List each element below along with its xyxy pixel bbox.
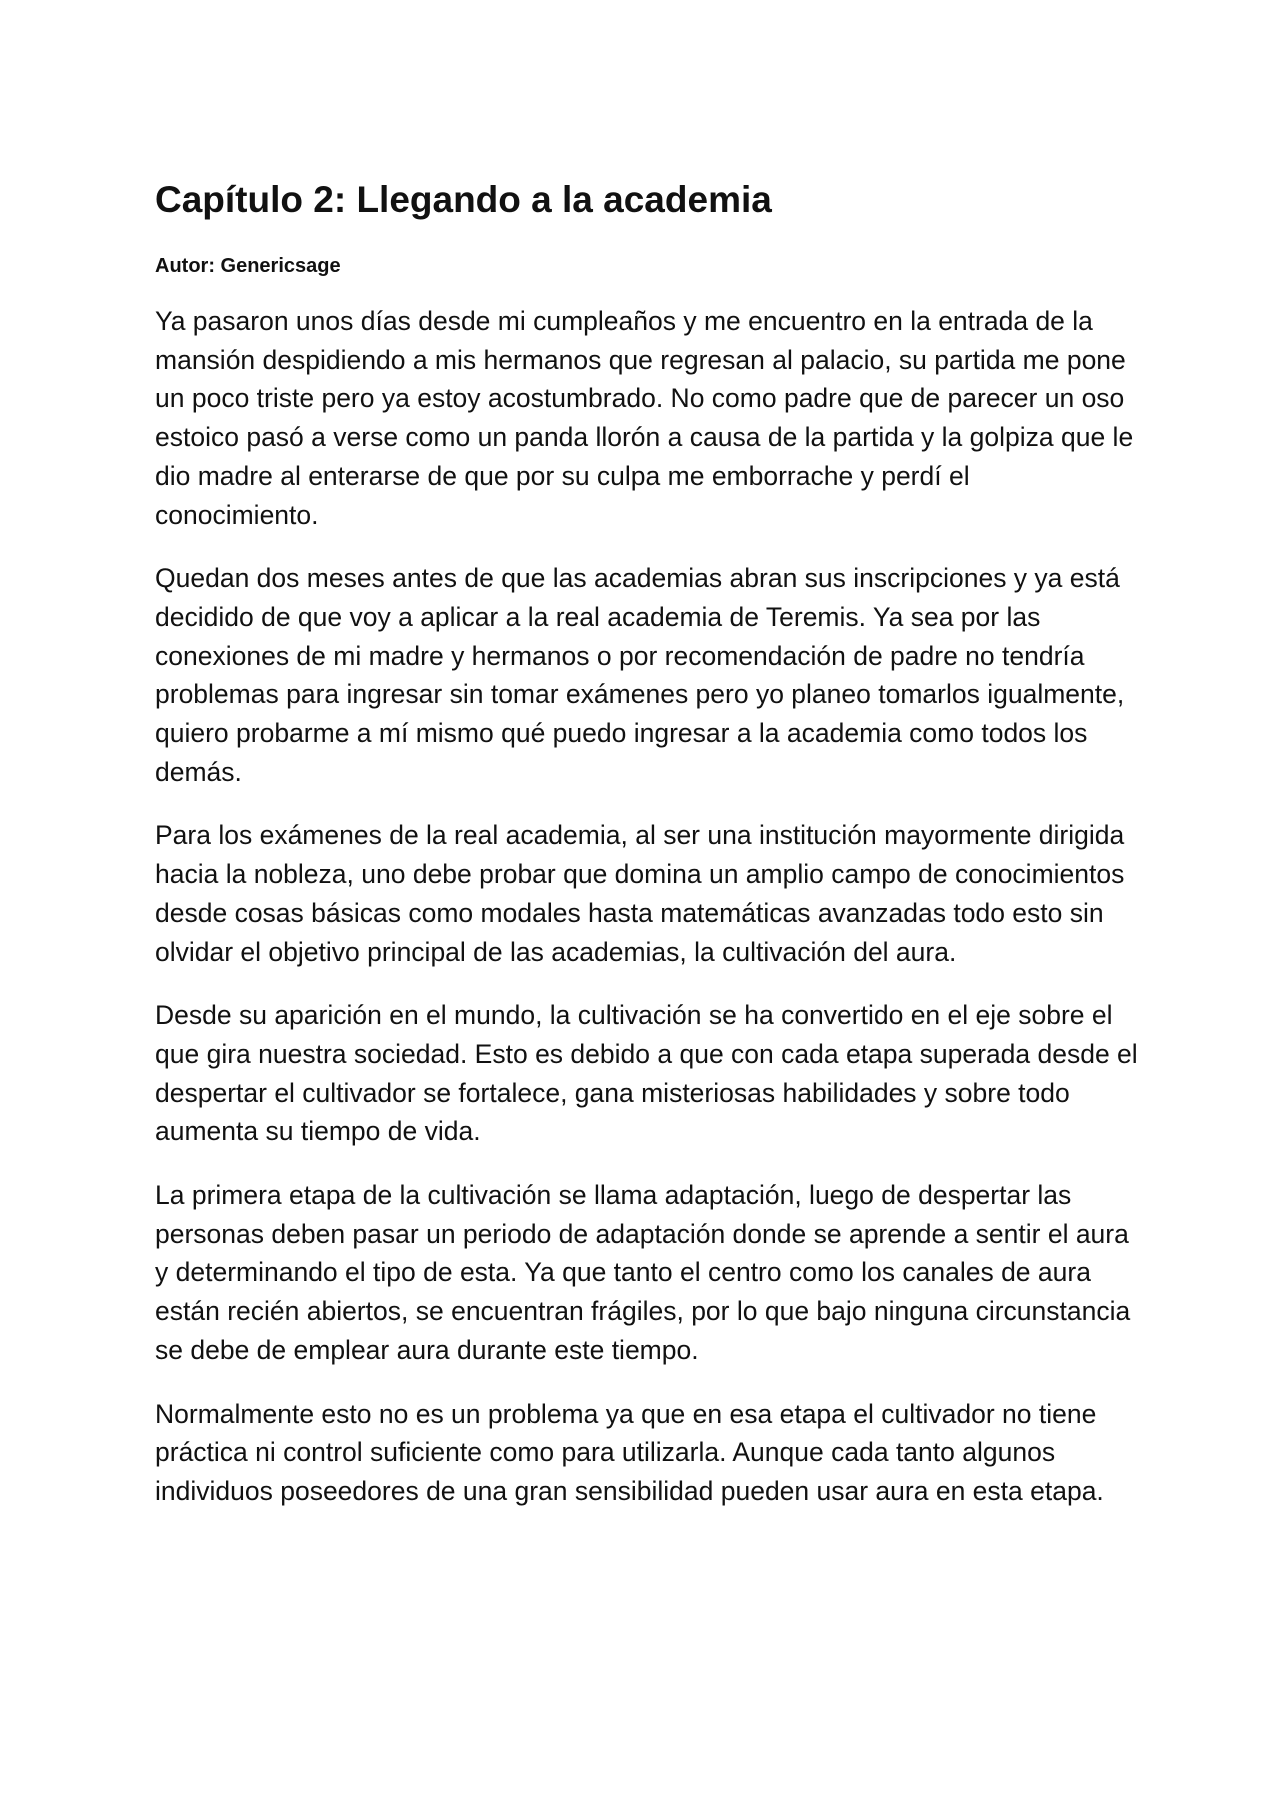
paragraph-5: La primera etapa de la cultivación se llama adaptación, luego de despertar las personas deben pasar un periodo de adaptación donde se aprende a sentir el aura y determinando el tipo de esta. Ya que tanto el centro como los canales de aura están recién abiertos, se encuentran frágiles, por lo que bajo ninguna circunstancia se debe de emplear aura durante este tiempo. xyxy=(155,1180,1131,1365)
paragraph-1: Ya pasaron unos días desde mi cumpleaños y me encuentro en la entrada de la mansión despidiendo a mis hermanos que regresan al palacio, su partida me pone un poco triste pero ya estoy acostumbrado. No como padre que de parecer un oso estoico pasó a verse como un panda llorón a causa de la partida y la golpiza que le dio madre al enterarse de que por su culpa me emborrache y perdí el conocimiento. xyxy=(155,306,1134,530)
paragraph-2: Quedan dos meses antes de que las academias abran sus inscripciones y ya está decidido de que voy a aplicar a la real academia de Teremis. Ya sea por las conexiones de mi madre y hermanos o por recomendación de padre no tendría problemas para ingresar sin tomar exámenes pero yo planeo tomarlos igualmente, quiero probarme a mí mismo qué puedo ingresar a la academia como todos los demás. xyxy=(155,563,1125,787)
paragraph-3: Para los exámenes de la real academia, al ser una institución mayormente dirigida hacia la nobleza, uno debe probar que domina un amplio campo de conocimientos desde cosas básicas como modales hasta matemáticas avanzadas todo esto sin olvidar el objetivo principal de las academias, la cultivación del aura. xyxy=(155,820,1125,967)
author-line: Autor: Genericsage xyxy=(155,255,341,277)
paragraph-4: Desde su aparición en el mundo, la cultivación se ha convertido en el eje sobre el que gira nuestra sociedad. Esto es debido a que con cada etapa superada desde el despertar el cultivador se fortalece, gana misteriosas habilidades y sobre todo aumenta su tiempo de vida. xyxy=(155,1000,1138,1147)
paragraph-6: Normalmente esto no es un problema ya que en esa etapa el cultivador no tiene práctica ni control suficiente como para utilizarla. Aunque cada tanto algunos individuos poseedores de una gran sensibilidad pueden usar aura en esta etapa. xyxy=(155,1398,1104,1506)
chapter-title: Capítulo 2: Llegando a la academia xyxy=(155,179,772,220)
document-page xyxy=(155,178,1140,1536)
